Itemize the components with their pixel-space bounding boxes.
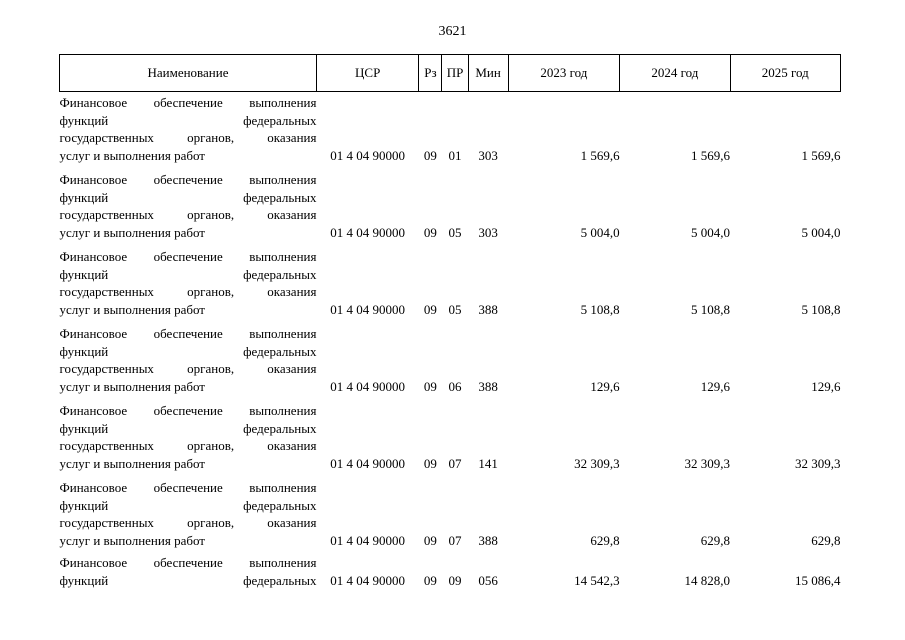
row-2025: 629,8: [811, 532, 841, 548]
row-rz: 09: [423, 532, 437, 548]
row-csr: 01 4 04 90000: [330, 147, 406, 163]
row-name-line: Финансовое обеспечение выполнения: [59, 172, 317, 187]
row-name: [60, 92, 317, 165]
row-name: [60, 395, 317, 472]
row-name-line: услуг и выполнения работ: [59, 532, 205, 548]
row-2025: 15 086,4: [795, 572, 841, 588]
row-name-line: государственных органов, оказания: [59, 515, 317, 530]
row-csr: 01 4 04 90000: [330, 532, 406, 548]
row-2024: 629,8: [700, 532, 731, 548]
row-pr: 05: [448, 301, 462, 317]
row-name-line: функций федеральных: [59, 266, 317, 282]
row-name-line: государственных органов, оказания: [59, 438, 317, 453]
row-pr: 01: [448, 147, 462, 163]
row-name-line: Финансовое обеспечение выполнения: [59, 480, 317, 495]
row-name-line: государственных органов, оказания: [59, 284, 317, 299]
row-2024: 5 004,0: [691, 224, 731, 240]
row-name: [60, 549, 317, 589]
row-rz: 09: [423, 224, 437, 240]
table-row: [60, 549, 841, 589]
row-min: 388: [478, 532, 498, 548]
row-rz: 09: [423, 455, 437, 471]
header-rz: Рз: [419, 55, 442, 92]
row-name-line: функций федеральных: [59, 572, 317, 588]
header-csr: ЦСР: [316, 55, 418, 92]
row-rz: 09: [423, 301, 437, 317]
row-name-line: Финансовое обеспечение выполнения: [59, 95, 317, 110]
row-name-line: функций федеральных: [59, 420, 317, 436]
row-name-line: услуг и выполнения работ: [59, 378, 205, 394]
row-name-line: услуг и выполнения работ: [59, 224, 205, 240]
row-name-line: услуг и выполнения работ: [59, 147, 205, 163]
header-pr: ПР: [442, 55, 468, 92]
row-name-line: Финансовое обеспечение выполнения: [59, 249, 317, 264]
row-rz: 09: [423, 572, 437, 588]
row-min: 303: [478, 224, 498, 240]
row-min: 388: [478, 301, 498, 317]
row-name-line: функций федеральных: [59, 497, 317, 513]
row-name: [60, 318, 317, 395]
row-2023: 5 004,0: [580, 224, 620, 240]
row-pr: 07: [448, 455, 462, 471]
row-name-line: Финансовое обеспечение выполнения: [59, 326, 317, 341]
table-body: [60, 92, 841, 590]
row-2023: 629,8: [590, 532, 620, 548]
row-2024: 129,6: [700, 378, 731, 394]
table-row: [60, 241, 841, 318]
row-pr: 05: [448, 224, 462, 240]
row-pr: 06: [448, 378, 462, 394]
row-min: 388: [478, 378, 498, 394]
row-pr: 09: [448, 572, 462, 588]
budget-table: [59, 54, 841, 589]
row-2025: 5 108,8: [801, 301, 841, 317]
row-2023: 14 542,3: [574, 572, 620, 588]
table-row: [60, 92, 841, 165]
row-name-line: функций федеральных: [59, 112, 317, 128]
row-name: [60, 472, 317, 549]
row-2024: 1 569,6: [691, 147, 731, 163]
row-2025: 32 309,3: [795, 455, 841, 471]
row-2024: 14 828,0: [684, 572, 731, 588]
row-2025: 129,6: [811, 378, 841, 394]
row-2023: 32 309,3: [574, 455, 620, 471]
row-csr: 01 4 04 90000: [330, 572, 406, 588]
row-name-line: функций федеральных: [59, 189, 317, 205]
row-csr: 01 4 04 90000: [330, 301, 406, 317]
row-name: [60, 241, 317, 318]
header-2024: 2024 год: [620, 55, 730, 92]
row-csr: 01 4 04 90000: [330, 455, 406, 471]
row-2023: 129,6: [590, 378, 620, 394]
row-2025: 5 004,0: [801, 224, 841, 240]
table-row: [60, 164, 841, 241]
row-2025: 1 569,6: [801, 147, 841, 163]
row-rz: 09: [423, 147, 437, 163]
row-csr: 01 4 04 90000: [330, 378, 406, 394]
row-name-line: Финансовое обеспечение выполнения: [59, 403, 317, 418]
row-name-line: Финансовое обеспечение выполнения: [59, 555, 317, 570]
table-row: [60, 472, 841, 549]
row-2024: 5 108,8: [691, 301, 731, 317]
row-name: [60, 164, 317, 241]
table-row: [60, 395, 841, 472]
row-pr: 07: [448, 532, 462, 548]
header-2025: 2025 год: [730, 55, 840, 92]
row-min: 056: [478, 572, 498, 588]
table-header-row: [60, 55, 841, 92]
header-2023: 2023 год: [508, 55, 619, 92]
row-name-line: государственных органов, оказания: [59, 361, 317, 376]
row-2023: 1 569,6: [580, 147, 620, 163]
page-number: 3621: [438, 24, 467, 39]
header-name: Наименование: [60, 55, 317, 92]
row-name-line: государственных органов, оказания: [59, 207, 317, 222]
row-rz: 09: [423, 378, 437, 394]
row-name-line: услуг и выполнения работ: [59, 301, 205, 317]
row-name-line: функций федеральных: [59, 343, 317, 359]
table-row: [60, 318, 841, 395]
row-name-line: услуг и выполнения работ: [59, 455, 205, 471]
row-csr: 01 4 04 90000: [330, 224, 406, 240]
row-2024: 32 309,3: [684, 455, 731, 471]
row-name-line: государственных органов, оказания: [59, 130, 317, 145]
row-min: 141: [478, 455, 498, 471]
row-min: 303: [478, 147, 498, 163]
row-2023: 5 108,8: [580, 301, 620, 317]
header-min: Мин: [468, 55, 508, 92]
